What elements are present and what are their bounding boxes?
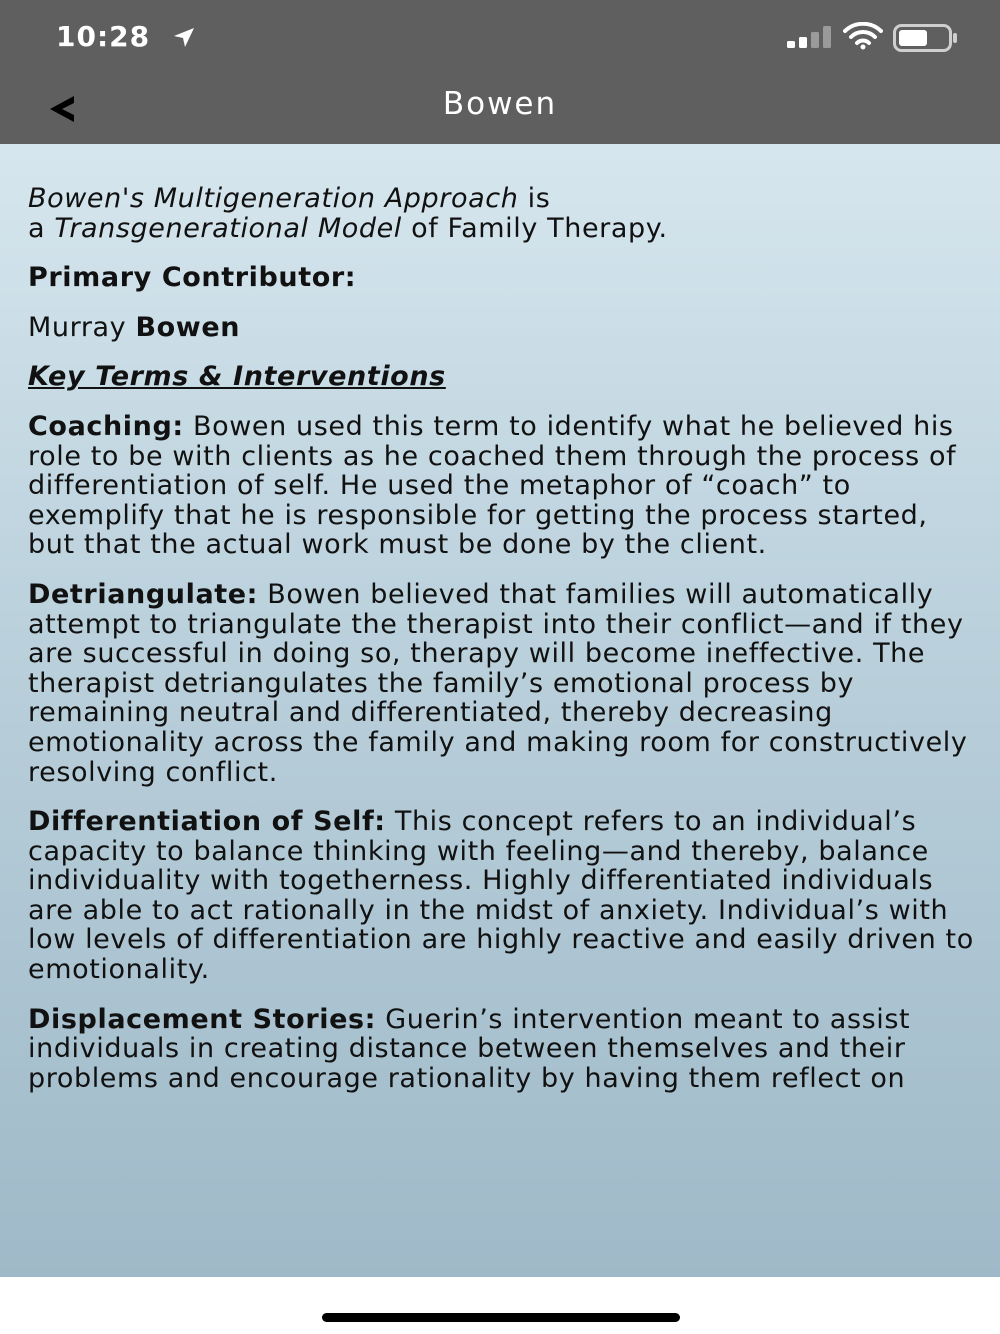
content-body	[28, 184, 974, 1113]
intro-text-2: a	[28, 212, 55, 244]
term-definition: Bowen believed that families will automatically attempt to triangulate the therapist into their conflict—and if they are successful in doing so, therapy will become ineffective. The therapist detriangulates the family’s emotional process by remaining neutral and differentiated, thereby decreasing emotionality across the family and making room for constructively resolving conflict.	[28, 578, 968, 788]
term-definition: Guerin’s intervention meant to assist individuals in creating distance between themselves and their problems and encourage rationality by having them reflect on	[28, 1003, 911, 1094]
term-name: Displacement Stories:	[28, 1003, 377, 1035]
term-paragraph-differentiation	[28, 807, 974, 985]
term-definition: This concept refers to an individual’s capacity to balance thinking with feeling—and thereby, balance individuality with togetherness. Highly differentiated individuals are able to act rationally in the midst of anxiety. Individual’s with low levels of differentiation are highly reactive and easily driven to emotionality.	[28, 806, 974, 986]
home-indicator-area	[0, 1277, 1000, 1334]
model-name: Transgenerational Model	[54, 212, 402, 244]
status-time: 10:28	[56, 20, 151, 53]
status-bar	[0, 0, 1000, 72]
term-definition: Bowen used this term to identify what he believed his role to be with clients as he coached them through the process of differentiation of self. He used the metaphor of “coach” to exemplify that he is responsible for getting the process started, but that the actual work must be done by the client.	[28, 410, 957, 561]
navigation-bar	[0, 72, 1000, 144]
location-arrow-icon	[172, 26, 196, 50]
term-paragraph-detriangulate	[28, 580, 974, 787]
intro-text-3: of Family Therapy.	[401, 212, 668, 244]
primary-contributor-label: Primary Contributor:	[28, 262, 357, 294]
term-name: Detriangulate:	[28, 578, 259, 610]
content-scroll-area[interactable]	[0, 144, 1000, 1277]
page-title: Bowen	[442, 86, 558, 122]
intro-text-1: is	[518, 183, 551, 214]
wifi-icon	[843, 22, 883, 50]
contributor-name	[28, 313, 974, 343]
intro-paragraph	[28, 184, 974, 243]
home-indicator[interactable]	[322, 1313, 680, 1322]
key-terms-heading: Key Terms & Interventions	[28, 361, 446, 393]
term-name: Differentiation of Self:	[28, 806, 386, 838]
cellular-signal-icon	[787, 26, 835, 48]
approach-name: Bowen's Multigeneration Approach	[28, 183, 519, 214]
term-name: Coaching:	[28, 410, 184, 442]
contributor-last-name: Bowen	[135, 311, 241, 343]
term-paragraph-coaching	[28, 412, 974, 560]
battery-icon	[893, 24, 959, 52]
term-paragraph-displacement	[28, 1005, 974, 1094]
contributor-first-name: Murray	[28, 311, 136, 343]
